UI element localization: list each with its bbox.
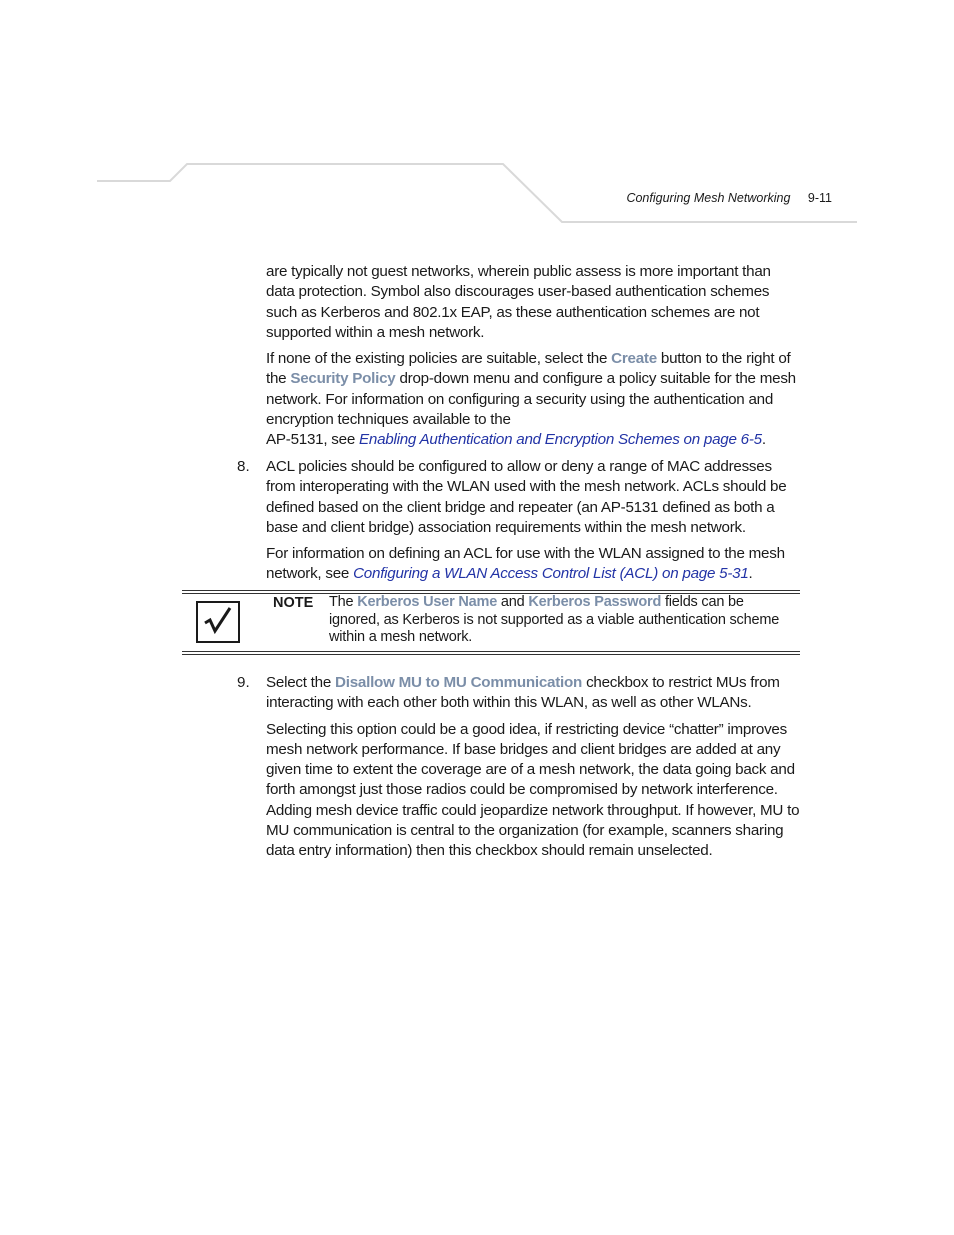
step-9-paragraph-2: Selecting this option could be a good idea, if restricting device “chatter” improves mesh network performance. If base bridges and client bridges are added at any given time to extent the coverage are of a mesh network, the data going back and forth amongst just those radios could be compromised by network interference. Adding mesh device traffic could jeopardize network throughput. If however, MU to MU communication is central to the organization (for example, scanners sharing data entry information) then this checkbox should remain unselected. xyxy=(266,720,800,860)
note-box xyxy=(182,590,800,656)
intro-paragraph-1: are typically not guest networks, wherein public assess is more important than data protection. Symbol also discourages user-based authentication schemes such as Kerberos and 802.1x EAP, as these authentication schemes are not supported within a mesh network. xyxy=(266,263,771,341)
kerberos-user-name-ref: Kerberos User Name xyxy=(357,594,498,610)
page-number: 9-11 xyxy=(807,191,832,205)
section-title: Configuring Mesh Networking xyxy=(626,191,791,205)
divider xyxy=(182,654,800,655)
running-header xyxy=(560,191,832,205)
kerberos-password-ref: Kerberos Password xyxy=(528,594,662,610)
intro-block xyxy=(266,262,800,457)
divider xyxy=(182,651,800,652)
wlan-acl-link[interactable]: Configuring a WLAN Access Control List (ACL) on page 5-31 xyxy=(353,565,749,583)
intro-paragraph-2: If none of the existing policies are suitable, select the Create button to the right of the Security Policy drop-down menu and configure a policy suitable for the mesh network. For information on configuring a security using the authentication and encryption techniques available to the AP-5131, see Enabling Authentication and Encryption Schemes on page 6-5. xyxy=(266,350,796,449)
step-8-number: 8. xyxy=(237,458,250,475)
create-button-ref: Create xyxy=(611,350,657,368)
security-policy-ref: Security Policy xyxy=(290,370,396,388)
step-8-block xyxy=(266,457,800,591)
divider xyxy=(182,590,800,591)
step-9-paragraph-1: Select the Disallow MU to MU Communication checkbox to restrict MUs from interacting with each other both within this WLAN, as well as other WLANs. xyxy=(266,674,780,712)
step-8-paragraph-2: For information on defining an ACL for use with the WLAN assigned to the mesh network, see Configuring a WLAN Access Control List (ACL) on page 5-31. xyxy=(266,545,785,583)
disallow-mu-option-ref: Disallow MU to MU Communication xyxy=(335,674,583,691)
step-9-block xyxy=(266,673,800,868)
note-label: NOTE xyxy=(273,595,314,611)
checkmark-icon xyxy=(196,601,240,643)
note-text: The Kerberos User Name and Kerberos Password fields can be ignored, as Kerberos is not supported as a viable authentication scheme within a mesh network. xyxy=(329,594,780,646)
step-8-paragraph-1: ACL policies should be configured to allow or deny a range of MAC addresses from interoperating with the WLAN used with the mesh network. ACLs should be defined based on the client bridge and repeater (an AP-5131 defined as both a base and client bridge) association requirements within the mesh network. xyxy=(266,458,787,536)
auth-encryption-link[interactable]: Enabling Authentication and Encryption Schemes on page 6-5 xyxy=(359,431,762,449)
step-9-number: 9. xyxy=(237,674,250,691)
